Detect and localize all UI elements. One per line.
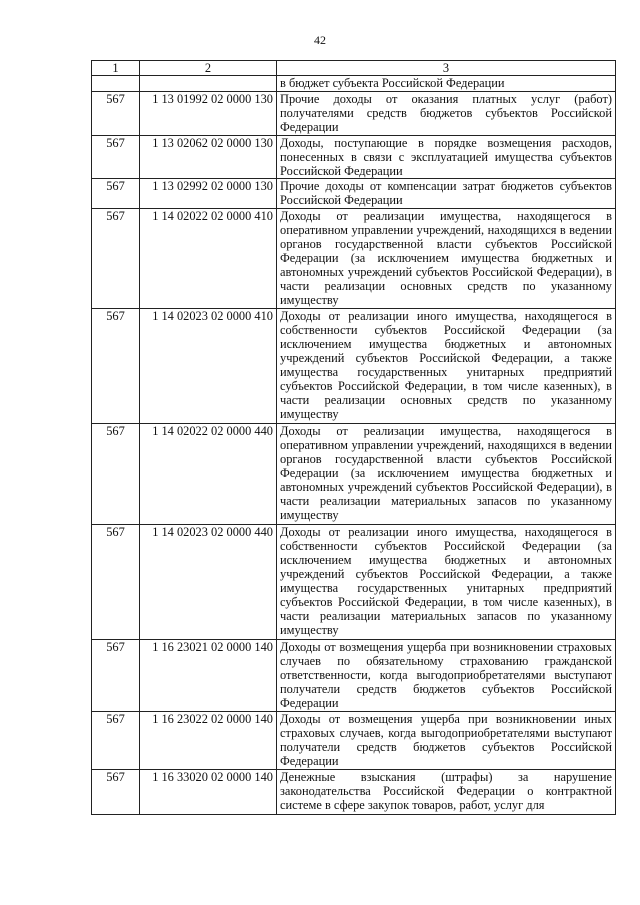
table-row xyxy=(92,770,616,815)
table-row xyxy=(92,424,616,525)
kbk-code: 1 13 02992 02 0000 130 xyxy=(140,179,277,209)
table-row xyxy=(92,179,616,209)
revenue-description: Доходы от реализации имущества, находящегося в оперативном управлении учреждений, находящихся в ведении органов государственной власти субъектов Российской Федерации (за исключением имущества бюджетных и автономных учреждений субъектов Российской Федерации), в части реализации основных средств по указанному имуществу xyxy=(277,209,616,309)
table-header-row xyxy=(92,61,616,76)
revenue-description: Прочие доходы от оказания платных услуг (работ) получателями средств бюджетов субъектов Российской Федерации xyxy=(277,92,616,136)
header-col-3: 3 xyxy=(277,61,616,76)
admin-code: 567 xyxy=(92,309,140,424)
revenue-codes-table xyxy=(91,60,616,815)
header-col-2: 2 xyxy=(140,61,277,76)
revenue-description: Прочие доходы от компенсации затрат бюджетов субъектов Российской Федерации xyxy=(277,179,616,209)
revenue-description: Доходы от реализации имущества, находящегося в оперативном управлении учреждений, находящихся в ведении органов государственной власти субъектов Российской Федерации (за исключением имущества бюджетных и автономных учреждений субъектов Российской Федерации), в части реализации материальных запасов по указанному имуществу xyxy=(277,424,616,525)
table-row xyxy=(92,76,616,92)
revenue-description: Денежные взыскания (штрафы) за нарушение законодательства Российской Федерации о контрактной системе в сфере закупок товаров, работ, услуг для xyxy=(277,770,616,815)
admin-code: 567 xyxy=(92,179,140,209)
revenue-description: Доходы от возмещения ущерба при возникновении страховых случаев по обязательному страхованию гражданской ответственности, когда выгодоприобретателями выступают получатели средств бюджетов субъектов Российской Федерации xyxy=(277,640,616,712)
table-row xyxy=(92,209,616,309)
admin-code: 567 xyxy=(92,770,140,815)
revenue-description: Доходы от реализации иного имущества, находящегося в собственности субъектов Российской Федерации (за исключением имущества бюджетных и автономных учреждений субъектов Российской Федерации, а также имущества государственных унитарных предприятий субъектов Российской Федерации, в том числе казенных), в части реализации основных средств по указанному имуществу xyxy=(277,309,616,424)
table-row xyxy=(92,136,616,179)
revenue-description: Доходы от реализации иного имущества, находящегося в собственности субъектов Российской Федерации (за исключением имущества бюджетных и автономных учреждений субъектов Российской Федерации, а также имущества государственных унитарных предприятий субъектов Российской Федерации, в том числе казенных), в части реализации материальных запасов по указанному имуществу xyxy=(277,525,616,640)
admin-code xyxy=(92,76,140,92)
kbk-code: 1 16 33020 02 0000 140 xyxy=(140,770,277,815)
kbk-code: 1 14 02023 02 0000 410 xyxy=(140,309,277,424)
table-row xyxy=(92,309,616,424)
admin-code: 567 xyxy=(92,640,140,712)
table-row xyxy=(92,525,616,640)
page-number: 42 xyxy=(314,33,326,47)
table-row xyxy=(92,712,616,770)
admin-code: 567 xyxy=(92,712,140,770)
table-row xyxy=(92,92,616,136)
kbk-code: 1 14 02022 02 0000 410 xyxy=(140,209,277,309)
kbk-code: 1 13 01992 02 0000 130 xyxy=(140,92,277,136)
revenue-description: в бюджет субъекта Российской Федерации xyxy=(277,76,616,92)
admin-code: 567 xyxy=(92,92,140,136)
table-row xyxy=(92,640,616,712)
revenue-description: Доходы от возмещения ущерба при возникновении иных страховых случаев, когда выгодоприобретателями выступают получатели средств бюджетов субъектов Российской Федерации xyxy=(277,712,616,770)
kbk-code: 1 16 23022 02 0000 140 xyxy=(140,712,277,770)
admin-code: 567 xyxy=(92,136,140,179)
kbk-code: 1 16 23021 02 0000 140 xyxy=(140,640,277,712)
admin-code: 567 xyxy=(92,209,140,309)
kbk-code: 1 14 02023 02 0000 440 xyxy=(140,525,277,640)
revenue-description: Доходы, поступающие в порядке возмещения расходов, понесенных в связи с эксплуатацией имущества субъектов Российской Федерации xyxy=(277,136,616,179)
kbk-code xyxy=(140,76,277,92)
admin-code: 567 xyxy=(92,424,140,525)
kbk-code: 1 13 02062 02 0000 130 xyxy=(140,136,277,179)
header-col-1: 1 xyxy=(92,61,140,76)
kbk-code: 1 14 02022 02 0000 440 xyxy=(140,424,277,525)
admin-code: 567 xyxy=(92,525,140,640)
